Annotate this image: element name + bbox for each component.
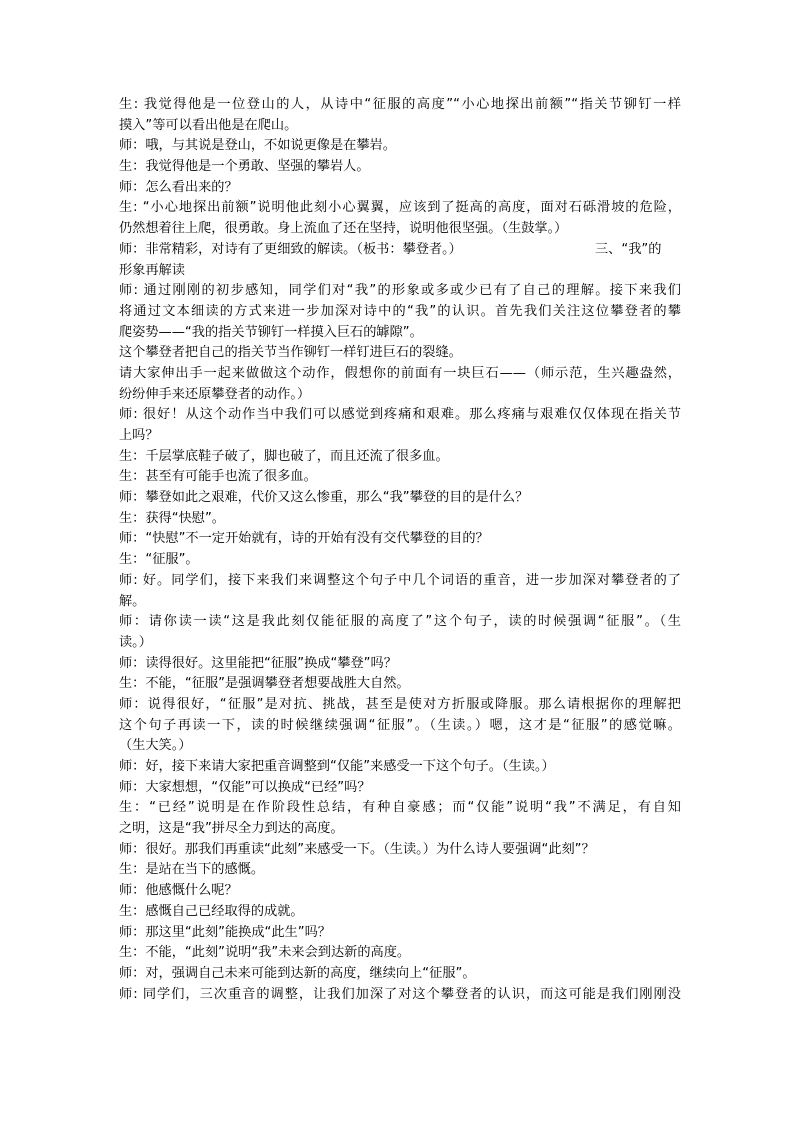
text-line: 师：读得很好。这里能把“征服”换成“攀登”吗？ — [119, 655, 397, 671]
text-line: 生：不能，“此刻”说明“我”未来会到达新的高度。 — [119, 945, 411, 961]
section-heading-continued: 形象再解读 — [119, 262, 185, 278]
text-line: 纷纷伸手来还原攀登者的动作。） — [119, 386, 311, 402]
text-line: 爬姿势——“我的指关节铆钉一样摸入巨石的罅隙”。 — [119, 324, 423, 340]
text-line: 上吗？ — [119, 428, 159, 443]
text-line: 师：好，接下来请大家把重音调整到“仅能”来感受一下这个句子。（生读。） — [119, 759, 555, 774]
document-page — [119, 95, 681, 1005]
text-line: 生：感慨自己已经取得的成就。 — [119, 903, 304, 919]
text-line: 摸入”等可以看出他是在爬山。 — [119, 117, 298, 133]
text-line: 生：获得“快慰”。 — [119, 510, 225, 526]
text-line: 师：说得很好，“征服”是对抗、挑战，甚至是使对方折服或降服。那么请根据你的理解把 — [119, 696, 681, 712]
text-line: 这个攀登者把自己的指关节当作铆钉一样钉进巨石的裂缝。 — [119, 345, 462, 361]
text-line: 生：千层掌底鞋子破了，脚也破了，而且还流了很多血。 — [119, 448, 449, 464]
text-line: 读。） — [119, 634, 152, 650]
text-line: 师: 通过刚刚的初步感知，同学们对“我”的形象或多或少已有了自己的理解。接下来我们 — [119, 283, 681, 299]
text-line: 师：哦，与其说是登山，不如说更像是在攀岩。 — [119, 138, 396, 154]
text-line: 师: 好。同学们，接下来我们来调整这个句子中几个词语的重音，进一步加深对攀登者的了 — [119, 572, 681, 588]
text-line: 生：甚至有可能手也流了很多血。 — [119, 469, 317, 485]
text-line: 生：“已经”说明是在作阶段性总结，有种自豪感；而“仅能”说明“我”不满足，有自知 — [119, 800, 681, 816]
text-line-with-heading — [119, 240, 681, 261]
text-line: 师: 很好！从这个动作当中我们可以感觉到疼痛和艰难。那么疼痛与艰难仅仅体现在指关节 — [119, 407, 681, 423]
text-line: 这个句子再读一下，读的时候继续强调“征服”。（生读。）嗯，这才是“征服”的感觉嘛。 — [119, 717, 681, 733]
text-line: 师：“快慰”不一定开始就有，诗的开始有没有交代攀登的目的？ — [119, 531, 489, 547]
text-line: 师：那这里“此刻”能换成“此生”吗？ — [119, 924, 331, 940]
text-line: 师：攀登如此之艰难，代价又这么惨重，那么“我”攀登的目的是什么？ — [119, 490, 529, 506]
text-line: 师：非常精彩，对诗有了更细致的解读。（板书：攀登者。） — [119, 241, 462, 257]
text-line: 师：怎么看出来的？ — [119, 179, 238, 195]
text-line: 师：很好。那我们再重读“此刻”来感受一下。（生读。）为什么诗人要强调“此刻”？ — [119, 841, 595, 857]
text-line: 生：不能，“征服”是强调攀登者想要战胜大自然。 — [119, 676, 410, 692]
text-line: 师：对，强调自己未来可能到达新的高度，继续向上“征服”。 — [119, 965, 476, 981]
text-line: 生：是站在当下的感慨。 — [119, 862, 265, 878]
text-line: 请大家伸出手一起来做做这个动作，假想你的前面有一块巨石——（师示范，生兴趣盎然， — [119, 365, 681, 381]
text-line: 师：他感慨什么呢？ — [119, 883, 238, 899]
text-line: 仍然想着往上爬，很勇敢。身上流血了还在坚持，说明他很坚强。（生鼓掌。） — [119, 221, 568, 237]
text-line: 生：我觉得他是一个勇敢、坚强的攀岩人。 — [119, 159, 370, 175]
text-line: 生：“征服”。 — [119, 552, 199, 568]
text-line: 解。 — [119, 593, 146, 609]
text-line: 师: 同学们，三次重音的调整，让我们加深了对这个攀登者的认识，而这可能是我们刚刚没 — [119, 986, 681, 1002]
text-line: 生: 我觉得他是一位登山的人，从诗中“征服的高度”“小心地探出前额”“指关节铆钉一样 — [119, 97, 681, 112]
text-line: 师：请你读一读“这是我此刻仅能征服的高度了”这个句子，读的时候强调“征服”。（生 — [119, 614, 681, 630]
text-line: 师：大家想想，“仅能”可以换成“已经”吗？ — [119, 779, 371, 795]
section-heading: 三、“我”的 — [595, 241, 662, 257]
text-line: 将通过文本细读的方式来进一步加深对诗中的“我”的认识。首先我们关注这位攀登者的攀 — [119, 303, 681, 319]
text-line: 生: “小心地探出前额”说明他此刻小心翼翼，应该到了挺高的高度，面对石砾滑坡的危险， — [119, 200, 681, 216]
text-line: （生大笑。） — [119, 738, 192, 754]
text-line: 之明，这是“我”拼尽全力到达的高度。 — [119, 821, 344, 837]
